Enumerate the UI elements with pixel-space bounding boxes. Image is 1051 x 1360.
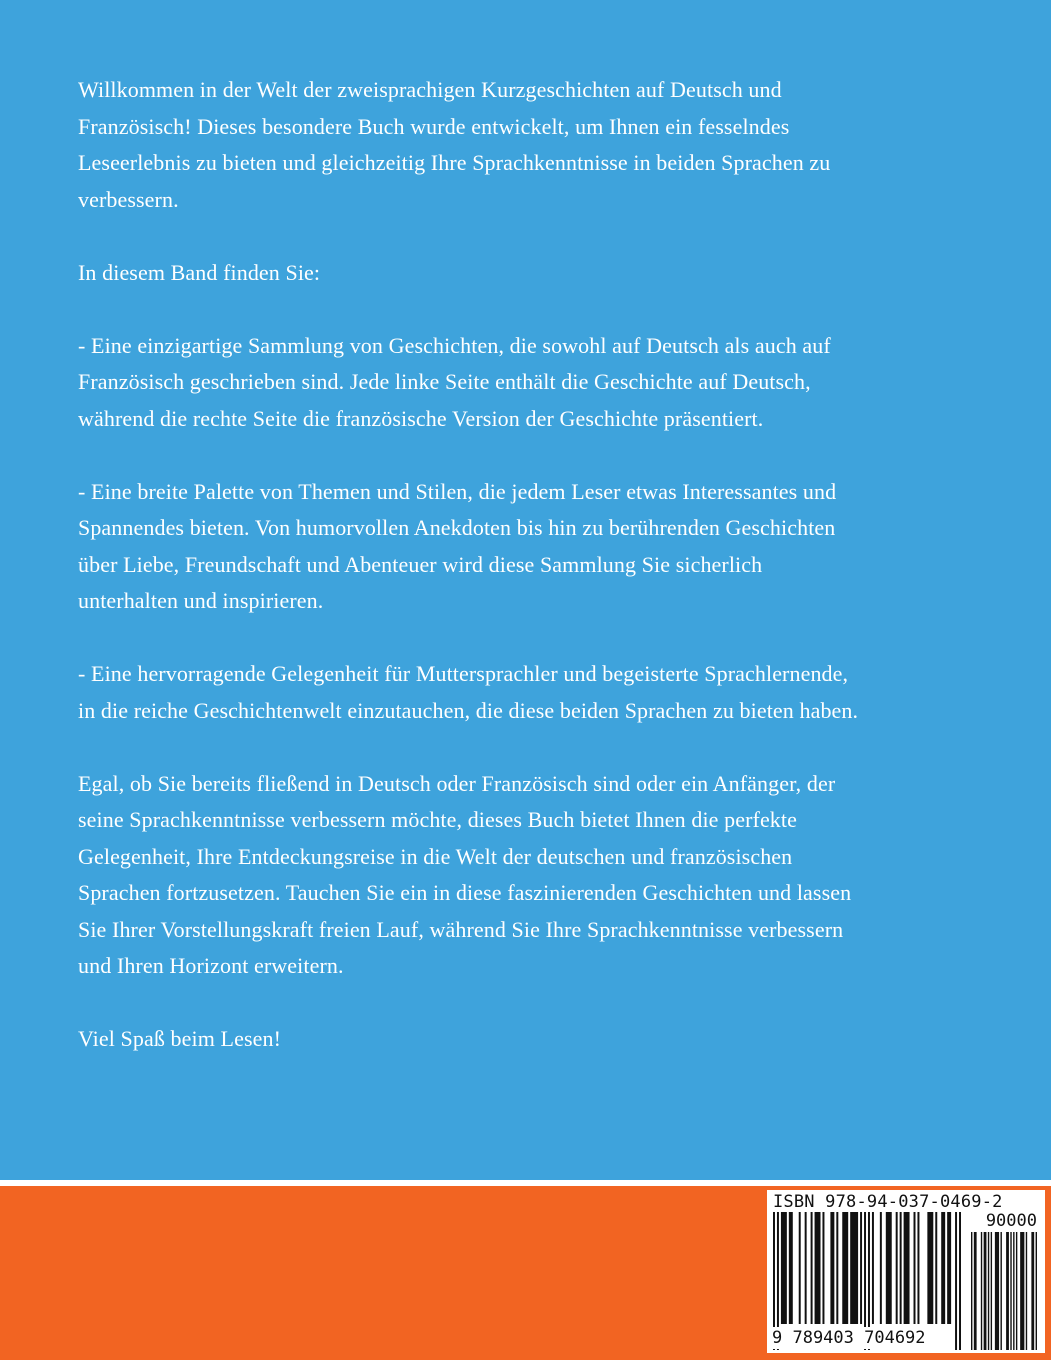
paragraph-bullet-themes: - Eine breite Palette von Themen und Stilen, die jedem Leser etwas Interessantes und Spannendes bieten. Von humorvollen Anekdoten bis hin zu berührenden Geschichten über Liebe, Freundschaft und Abenteuer wird diese Sammlung Sie sicherlich unterhalten und inspirieren. bbox=[78, 478, 837, 613]
paragraph-welcome: Willkommen in der Welt der zweisprachigen Kurzgeschichten auf Deutsch und Französisch! Dieses besondere Buch wurde entwickelt, um Ihnen ein fesselndes Leseerlebnis zu bieten und gleichzeitig Ihre Sprachkenntnisse in beiden Sprachen zu verbessern. bbox=[78, 77, 831, 212]
ean-bar-19 bbox=[896, 1212, 898, 1324]
ean-bar-24 bbox=[927, 1212, 933, 1324]
addon-bar-15 bbox=[1036, 1232, 1037, 1350]
ean-bar-2 bbox=[781, 1212, 787, 1324]
ean-bar-3 bbox=[789, 1212, 793, 1324]
ean-bar-27 bbox=[947, 1212, 951, 1324]
ean-bar-17 bbox=[880, 1212, 882, 1324]
ean-bar-23 bbox=[917, 1212, 919, 1324]
addon-bar-3 bbox=[984, 1232, 987, 1350]
addon-bar-11 bbox=[1016, 1232, 1017, 1350]
addon-bar-5 bbox=[991, 1232, 992, 1350]
addon-bar-14 bbox=[1031, 1232, 1034, 1350]
ean-bar-22 bbox=[914, 1212, 916, 1324]
addon-bar-7 bbox=[1000, 1232, 1001, 1350]
addon-bar-10 bbox=[1013, 1232, 1014, 1350]
ean-bar-13 bbox=[860, 1212, 862, 1324]
barcode-ean-digits: 9 789403 704692 bbox=[772, 1328, 926, 1348]
addon-bar-13 bbox=[1026, 1232, 1027, 1350]
ean-bar-12 bbox=[850, 1212, 858, 1324]
isbn-label: ISBN 978-94-037-0469-2 bbox=[773, 1192, 1003, 1212]
addon-bar-9 bbox=[1010, 1232, 1011, 1350]
paragraph-in-this-volume: In diesem Band finden Sie: bbox=[78, 259, 321, 285]
addon-bar-12 bbox=[1020, 1232, 1024, 1350]
ean-bar-18 bbox=[886, 1212, 892, 1324]
ean-bar-25 bbox=[935, 1212, 937, 1324]
addon-bar-6 bbox=[995, 1232, 999, 1350]
blurb-text bbox=[78, 72, 978, 1094]
barcode-box bbox=[767, 1190, 1045, 1353]
ean-bar-4 bbox=[799, 1212, 801, 1324]
ean-bar-28 bbox=[955, 1212, 957, 1350]
ean-bar-10 bbox=[836, 1212, 838, 1324]
ean-bar-5 bbox=[805, 1212, 807, 1324]
ean-bar-20 bbox=[900, 1212, 902, 1324]
barcode-addon-bars bbox=[971, 1232, 1037, 1350]
ean-bar-11 bbox=[842, 1212, 848, 1324]
ean-bar-29 bbox=[959, 1212, 961, 1350]
addon-bar-0 bbox=[971, 1232, 972, 1350]
paragraph-enjoy-reading: Viel Spaß beim Lesen! bbox=[78, 1026, 282, 1051]
ean-bar-8 bbox=[822, 1212, 824, 1324]
ean-bar-9 bbox=[830, 1212, 834, 1324]
ean-bar-6 bbox=[811, 1212, 813, 1324]
paragraph-bullet-opportunity: - Eine hervorragende Gelegenheit für Muttersprachler und begeisterte Sprachlernende, in die reiche Geschichtenwelt einzutauchen, die diese beiden Sprachen zu bieten haben. bbox=[78, 661, 859, 723]
ean-bar-26 bbox=[941, 1212, 945, 1324]
ean-bar-7 bbox=[815, 1212, 821, 1324]
paragraph-whether-fluent: Egal, ob Sie bereits fließend in Deutsch oder Französisch sind oder ein Anfänger, der seine Sprachkenntnisse verbessern möchte, dieses Buch bietet Ihnen die perfekte Gelegenheit, Ihre Entdeckungsreise in die Welt der deutschen und französischen Sprachen fortzusetzen. Tauchen Sie ein in diese faszinierenden Geschichten und lassen Sie Ihrer Vorstellungskraft freien Lauf, während Sie Ihre Sprachkenntnisse verbessern und Ihren Horizont erweitern. bbox=[78, 770, 852, 978]
ean-bar-16 bbox=[872, 1212, 874, 1324]
addon-bar-8 bbox=[1006, 1232, 1009, 1350]
addon-bar-4 bbox=[988, 1232, 989, 1350]
paragraph-bullet-collection: - Eine einzigartige Sammlung von Geschichten, die sowohl auf Deutsch als auch auf Französisch geschrieben sind. Jede linke Seite enthält die Geschichte auf Deutsch, während die rechte Seite die französische Version der Geschichte präsentiert. bbox=[78, 332, 831, 431]
addon-bar-1 bbox=[974, 1232, 977, 1350]
barcode-addon-digits: 90000 bbox=[985, 1211, 1037, 1231]
ean-bar-21 bbox=[904, 1212, 910, 1324]
addon-bar-2 bbox=[981, 1232, 982, 1350]
